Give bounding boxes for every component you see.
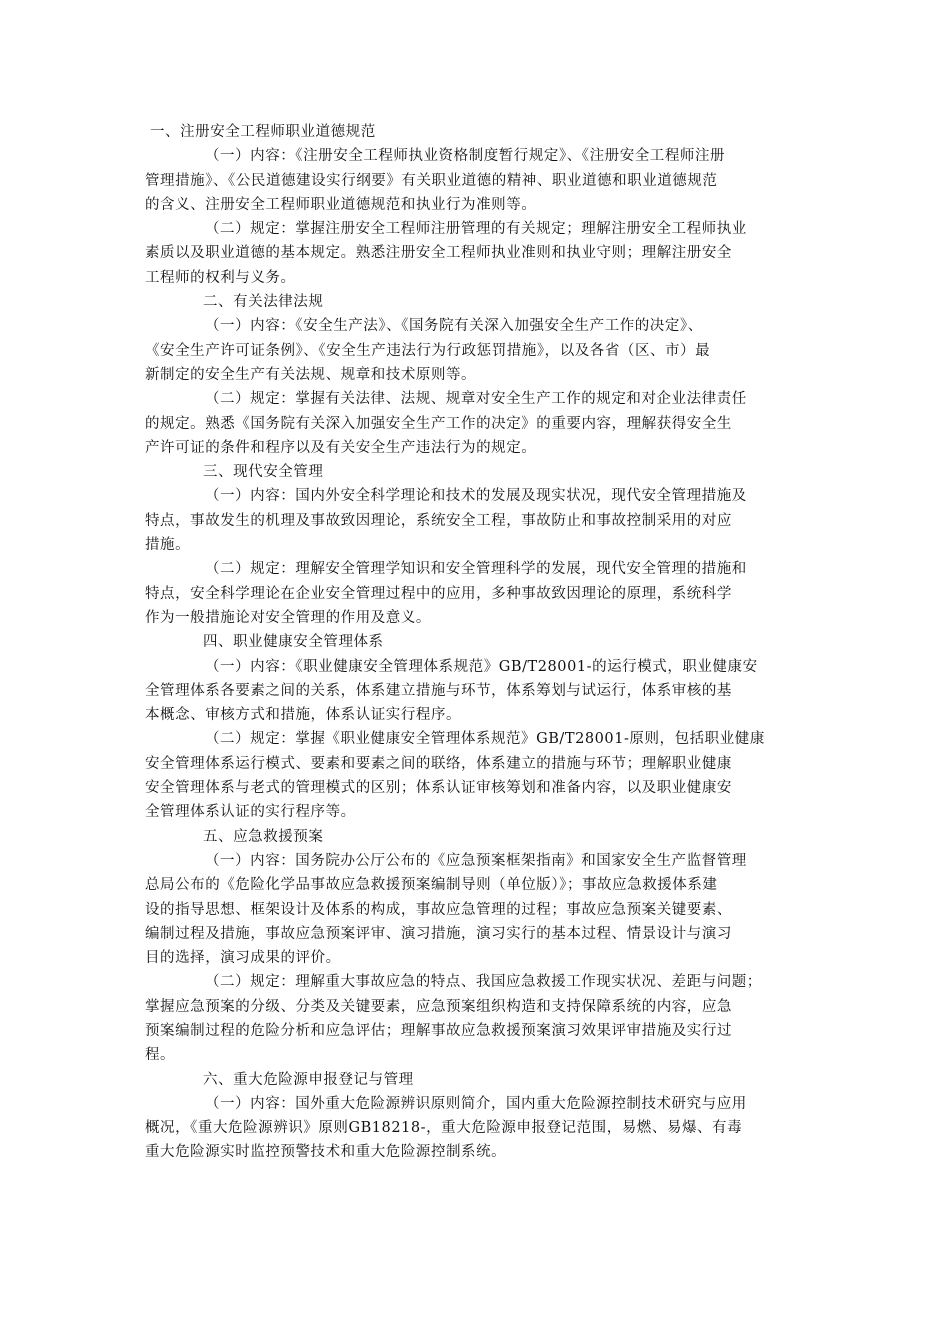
paragraph-first-line: （二）规定：掌握注册安全工程师注册管理的有关规定；理解注册安全工程师执业 [205, 221, 747, 238]
paragraph-line: 作为一般措施论对安全管理的作用及意义。 [145, 609, 431, 626]
paragraph-first-line: （一）内容：《职业健康安全管理体系规范》GB/T28001-的运行模式，职业健康安 [205, 658, 758, 675]
paragraph-line: 全管理体系各要素之间的关系，体系建立措施与环节，体系筹划与试运行，体系审核的基 [145, 682, 732, 699]
paragraph-line: 程。 [145, 1047, 176, 1064]
paragraph-line: 特点，安全科学理论在企业安全管理过程中的应用，多种事故致因理论的原理，系统科学 [145, 585, 732, 602]
section-heading: 四、职业健康安全管理体系 [203, 634, 384, 651]
paragraph-line: 产许可证的条件和程序以及有关安全生产违法行为的规定。 [145, 439, 537, 456]
paragraph-line: 目的选择，演习成果的评价。 [145, 950, 341, 967]
paragraph-line: 安全管理体系与老式的管理模式的区别；体系认证审核筹划和准备内容，以及职业健康安 [145, 780, 732, 797]
paragraph-line: 重大危险源实时监控预警技术和重大危险源控制系统。 [145, 1144, 507, 1161]
paragraph-line: 的含义、注册安全工程师职业道德规范和执业行为准则等。 [145, 196, 537, 213]
paragraph-line: 本概念、审核方式和措施，体系认证实行程序。 [145, 707, 462, 724]
paragraph-line: 总局公布的《危险化学品事故应急救援预案编制导则（单位版）》；事故应急救援体系建 [145, 877, 718, 894]
paragraph-first-line: （一）内容：《注册安全工程师执业资格制度暂行规定》、《注册安全工程师注册 [205, 148, 726, 165]
paragraph-first-line: （一）内容：国务院办公厅公布的《应急预案框架指南》和国家安全生产监督管理 [205, 852, 747, 869]
paragraph-first-line: （二）规定：理解重大事故应急的特点、我国应急救援工作现实状况、差距与问题； [205, 974, 762, 991]
section-heading: 五、应急救援预案 [203, 828, 324, 845]
paragraph-line: 安全管理体系运行模式、要素和要素之间的联络，体系建立的措施与环节；理解职业健康 [145, 755, 732, 772]
paragraph-first-line: （一）内容：《安全生产法》、《国务院有关深入加强安全生产工作的决定》、 [205, 318, 703, 335]
paragraph-first-line: （一）内容：国内外安全科学理论和技术的发展及现实状况，现代安全管理措施及 [205, 488, 747, 505]
paragraph-line: 预案编制过程的危险分析和应急评估；理解事故应急救援预案演习效果评审措施及实行过 [145, 1022, 732, 1039]
paragraph-line: 《安全生产许可证条例》、《安全生产违法行为行政惩罚措施》，以及各省（区、市）最 [145, 342, 711, 359]
paragraph-first-line: （二）规定：掌握《职业健康安全管理体系规范》GB/T28001-原则，包括职业健康 [205, 731, 765, 748]
paragraph-line: 掌握应急预案的分级、分类及关键要素，应急预案组织构造和支持保障系统的内容，应急 [145, 998, 732, 1015]
paragraph-line: 设的指导思想、框架设计及体系的构成，事故应急管理的过程；事故应急预案关键要素、 [145, 901, 732, 918]
paragraph-line: 全管理体系认证的实行程序等。 [145, 804, 356, 821]
paragraph-line: 概况，《重大危险源辨识》原则GB18218-，重大危险源申报登记范围，易燃、易爆、有毒 [145, 1120, 743, 1137]
paragraph-line: 特点，事故发生的机理及事故致因理论，系统安全工程，事故防止和事故控制采用的对应 [145, 512, 732, 529]
paragraph-first-line: （二）规定：掌握有关法律、法规、规章对安全生产工作的规定和对企业法律责任 [205, 391, 747, 408]
paragraph-line: 编制过程及措施，事故应急预案评审、演习措施，演习实行的基本过程、情景设计与演习 [145, 925, 732, 942]
paragraph-line: 管理措施》、《公民道德建设实行纲要》有关职业道德的精神、职业道德和职业道德规范 [145, 172, 718, 189]
paragraph-line: 新制定的安全生产有关法规、规章和技术原则等。 [145, 366, 477, 383]
document-page [145, 120, 810, 1165]
section-heading: 三、现代安全管理 [203, 464, 324, 481]
section-heading: 一、注册安全工程师职业道德规范 [150, 124, 376, 140]
paragraph-first-line: （二）规定：理解安全管理学知识和安全管理科学的发展，现代安全管理的措施和 [205, 561, 747, 578]
paragraph-line: 的规定。熟悉《国务院有关深入加强安全生产工作的决定》的重要内容，理解获得安全生 [145, 415, 732, 432]
paragraph-first-line: （一）内容：国外重大危险源辨识原则简介，国内重大危险源控制技术研究与应用 [205, 1095, 747, 1112]
paragraph-line: 工程师的权利与义务。 [145, 269, 296, 286]
paragraph-line: 措施。 [145, 537, 191, 554]
section-heading: 六、重大危险源申报登记与管理 [203, 1071, 414, 1088]
paragraph-line: 素质以及职业道德的基本规定。熟悉注册安全工程师执业准则和执业守则；理解注册安全 [145, 245, 732, 262]
section-heading: 二、有关法律法规 [203, 294, 324, 311]
